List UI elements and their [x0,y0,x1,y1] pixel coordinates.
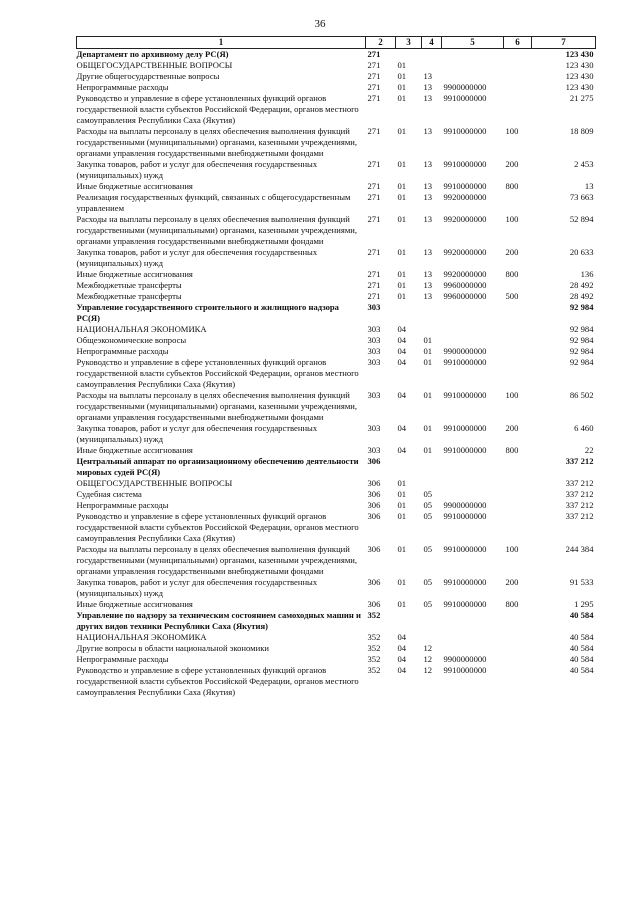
row-expense-type: 100 [505,126,519,136]
row-section: 01 [397,60,407,70]
row-section: 01 [397,192,407,202]
row-target-article: 9910000000 [443,665,487,675]
row-admin-code: 352 [367,654,381,664]
row-target-article: 9960000000 [443,280,487,290]
row-admin-code: 303 [367,302,381,312]
row-expense-type: 800 [505,445,519,455]
table-row [77,665,596,698]
row-admin-code: 271 [367,280,381,290]
row-section: 01 [397,280,407,290]
row-amount: 337 212 [565,456,594,466]
row-admin-code: 306 [367,511,381,521]
row-section: 01 [397,247,407,257]
row-section: 04 [397,423,407,433]
row-target-article: 9900000000 [443,82,487,92]
row-admin-code: 306 [367,577,381,587]
row-name: Руководство и управление в сфере установленных функций органов государственной власти субъектов Российской Федерации, органов местного самоуправления Республики Саха (Якутия) [76,665,359,697]
row-name: Другие общегосударственные вопросы [76,71,220,81]
row-amount: 337 212 [565,478,594,488]
row-section: 01 [397,478,407,488]
row-expense-type: 200 [505,423,519,433]
row-section [396,302,422,324]
row-target-article: 9910000000 [443,357,487,367]
row-target-article: 9900000000 [443,654,487,664]
row-target-article: 9910000000 [443,159,487,169]
row-expense-type: 500 [505,291,519,301]
row-expense-type [504,346,532,357]
row-target-article: 9960000000 [443,291,487,301]
row-subsection [422,60,442,71]
row-section: 01 [397,500,407,510]
row-expense-type [504,49,532,61]
table-row [77,269,596,280]
row-section: 01 [397,577,407,587]
row-expense-type [504,665,532,698]
header-col-5: 5 [442,37,504,49]
row-subsection [422,49,442,61]
row-subsection: 12 [423,643,433,653]
row-target-article [442,643,504,654]
row-amount: 28 492 [569,280,594,290]
row-subsection: 13 [423,159,433,169]
row-section: 04 [397,654,407,664]
row-subsection [422,324,442,335]
row-subsection: 13 [423,269,433,279]
row-name: Расходы на выплаты персоналу в целях обеспечения выполнения функций государственными (муниципальными) органами, казенными учреждениями, органами управления государственными внебюджетными фондами [76,544,358,576]
header-col-3: 3 [396,37,422,49]
row-amount: 136 [580,269,594,279]
row-expense-type [504,456,532,478]
row-target-article: 9910000000 [443,181,487,191]
row-admin-code: 271 [367,192,381,202]
row-amount: 123 430 [565,71,594,81]
table-row [77,456,596,478]
row-admin-code: 271 [367,247,381,257]
row-subsection [422,456,442,478]
row-amount: 20 633 [569,247,594,257]
row-admin-code: 303 [367,324,381,334]
row-name: Центральный аппарат по организационному обеспечению деятельности мировых судей РС(Я) [76,456,359,477]
row-expense-type [504,654,532,665]
table-row [77,324,596,335]
row-admin-code: 271 [367,291,381,301]
row-subsection: 05 [423,544,433,554]
row-name: Иные бюджетные ассигнования [76,181,193,191]
row-target-article: 9910000000 [443,577,487,587]
row-expense-type: 800 [505,269,519,279]
row-expense-type [504,82,532,93]
row-name: Общеэкономические вопросы [76,335,187,345]
row-admin-code: 306 [367,500,381,510]
row-subsection: 13 [423,181,433,191]
row-subsection: 01 [423,423,433,433]
row-name: Непрограммные расходы [76,500,169,510]
table-row [77,247,596,269]
row-target-article [442,324,504,335]
row-expense-type [504,357,532,390]
row-name: Управление по надзору за техническим состоянием самоходных машин и других видов техники Республики Саха (Якутия) [76,610,361,631]
row-expense-type: 200 [505,247,519,257]
row-target-article: 9920000000 [443,192,487,202]
row-admin-code: 271 [367,49,381,59]
row-subsection: 12 [423,654,433,664]
row-target-article: 9910000000 [443,423,487,433]
row-subsection: 13 [423,93,433,103]
row-amount: 40 584 [569,610,594,620]
row-section: 01 [397,126,407,136]
row-name: Управление государственного строительного и жилищного надзора РС(Я) [76,302,339,323]
row-subsection [422,478,442,489]
row-admin-code: 303 [367,390,381,400]
header-col-6: 6 [504,37,532,49]
row-subsection: 05 [423,599,433,609]
row-admin-code: 271 [367,181,381,191]
row-admin-code: 306 [367,599,381,609]
row-subsection: 13 [423,126,433,136]
row-subsection: 13 [423,247,433,257]
table-row [77,82,596,93]
row-subsection: 13 [423,82,433,92]
row-expense-type [504,632,532,643]
row-amount: 40 584 [569,632,594,642]
header-col-2: 2 [366,37,396,49]
row-amount: 40 584 [569,643,594,653]
table-row [77,346,596,357]
row-amount: 91 533 [569,577,594,587]
row-subsection: 01 [423,357,433,367]
row-expense-type [504,478,532,489]
row-name: Закупка товаров, работ и услуг для обеспечения государственных (муниципальных) нужд [76,423,318,444]
row-subsection [422,632,442,643]
row-name: Закупка товаров, работ и услуг для обеспечения государственных (муниципальных) нужд [76,159,318,180]
table-row [77,93,596,126]
row-section: 04 [397,632,407,642]
row-section [396,49,422,61]
row-subsection: 05 [423,489,433,499]
row-name: Непрограммные расходы [76,82,169,92]
row-target-article [442,610,504,632]
row-expense-type [504,60,532,71]
table-row [77,423,596,445]
row-admin-code: 303 [367,335,381,345]
row-name: Департамент по архивному делу РС(Я) [76,49,229,59]
row-target-article: 9920000000 [443,247,487,257]
row-expense-type [504,280,532,291]
row-admin-code: 271 [367,269,381,279]
budget-table [76,36,596,698]
row-amount: 86 502 [569,390,594,400]
row-name: Расходы на выплаты персоналу в целях обеспечения выполнения функций государственными (муниципальными) органами, казенными учреждениями, органами управления государственными внебюджетными фондами [76,390,358,422]
row-name: Реализация государственных функций, связанных с общегосударственным управлением [76,192,351,213]
row-target-article: 9910000000 [443,544,487,554]
row-section: 04 [397,357,407,367]
table-row [77,478,596,489]
table-row [77,599,596,610]
row-subsection: 01 [423,335,433,345]
row-section: 01 [397,214,407,224]
row-section: 01 [397,544,407,554]
table-body [77,49,596,699]
row-name: Непрограммные расходы [76,346,169,356]
row-section: 04 [397,335,407,345]
table-row [77,489,596,500]
row-name: Руководство и управление в сфере установленных функций органов государственной власти субъектов Российской Федерации, органов местного самоуправления Республики Саха (Якутия) [76,93,359,125]
row-expense-type [504,643,532,654]
row-expense-type: 100 [505,390,519,400]
row-admin-code: 303 [367,346,381,356]
row-name: Закупка товаров, работ и услуг для обеспечения государственных (муниципальных) нужд [76,247,318,268]
row-expense-type: 800 [505,181,519,191]
row-expense-type: 800 [505,599,519,609]
row-amount: 21 275 [569,93,594,103]
row-subsection: 01 [423,390,433,400]
row-target-article: 9910000000 [443,93,487,103]
row-amount: 92 984 [569,324,594,334]
row-expense-type: 200 [505,159,519,169]
row-name: ОБЩЕГОСУДАРСТВЕННЫЕ ВОПРОСЫ [76,478,233,488]
row-subsection: 05 [423,500,433,510]
table-row [77,159,596,181]
table-row [77,181,596,192]
row-admin-code: 352 [367,643,381,653]
row-amount: 92 984 [569,335,594,345]
row-amount: 337 212 [565,511,594,521]
table-row [77,126,596,159]
row-admin-code: 306 [367,456,381,466]
row-section: 01 [397,489,407,499]
row-target-article [442,49,504,61]
row-amount: 337 212 [565,500,594,510]
row-target-article: 9910000000 [443,511,487,521]
row-section: 04 [397,324,407,334]
row-section: 01 [397,511,407,521]
row-admin-code: 352 [367,632,381,642]
row-subsection [422,610,442,632]
row-target-article: 9900000000 [443,346,487,356]
row-section: 04 [397,643,407,653]
row-admin-code: 271 [367,93,381,103]
table-row [77,335,596,346]
row-expense-type [504,93,532,126]
row-name: НАЦИОНАЛЬНАЯ ЭКОНОМИКА [76,324,207,334]
row-amount: 40 584 [569,665,594,675]
table-row [77,643,596,654]
page-number: 36 [314,18,326,30]
row-amount: 13 [584,181,594,191]
row-admin-code: 271 [367,159,381,169]
row-name: Межбюджетные трансферты [76,280,182,290]
row-subsection: 13 [423,291,433,301]
row-admin-code: 306 [367,544,381,554]
table-row [77,71,596,82]
row-admin-code: 352 [367,665,381,675]
row-amount: 244 384 [565,544,594,554]
row-subsection: 13 [423,192,433,202]
row-admin-code: 271 [367,214,381,224]
row-target-article: 9910000000 [443,599,487,609]
row-name: Руководство и управление в сфере установленных функций органов государственной власти субъектов Российской Федерации, органов местного самоуправления Республики Саха (Якутия) [76,357,359,389]
row-section [396,456,422,478]
row-name: Руководство и управление в сфере установленных функций органов государственной власти субъектов Российской Федерации, органов местного самоуправления Республики Саха (Якутия) [76,511,359,543]
row-expense-type [504,500,532,511]
row-amount: 28 492 [569,291,594,301]
row-admin-code: 271 [367,60,381,70]
table-row [77,500,596,511]
row-admin-code: 271 [367,126,381,136]
row-admin-code: 271 [367,82,381,92]
row-amount: 52 894 [569,214,594,224]
row-amount: 92 984 [569,302,594,312]
row-name: НАЦИОНАЛЬНАЯ ЭКОНОМИКА [76,632,207,642]
row-admin-code: 352 [367,610,381,620]
table-row [77,610,596,632]
row-subsection: 13 [423,214,433,224]
row-section: 01 [397,291,407,301]
row-name: Расходы на выплаты персоналу в целях обеспечения выполнения функций государственными (муниципальными) органами, казенными учреждениями, органами управления государственными внебюджетными фондами [76,214,358,246]
row-target-article: 9910000000 [443,445,487,455]
table-row [77,632,596,643]
header-col-4: 4 [422,37,442,49]
row-expense-type [504,335,532,346]
row-admin-code: 303 [367,423,381,433]
table-header-row [77,37,596,49]
row-target-article [442,489,504,500]
row-amount: 92 984 [569,357,594,367]
row-target-article [442,335,504,346]
row-target-article [442,60,504,71]
row-name: ОБЩЕГОСУДАРСТВЕННЫЕ ВОПРОСЫ [76,60,233,70]
row-section: 04 [397,665,407,675]
row-amount: 92 984 [569,346,594,356]
row-section: 01 [397,269,407,279]
row-admin-code: 306 [367,478,381,488]
row-target-article: 9920000000 [443,269,487,279]
row-section: 01 [397,181,407,191]
row-expense-type [504,192,532,214]
row-amount: 6 460 [574,423,594,433]
row-name: Судебная система [76,489,142,499]
table-row [77,654,596,665]
table-row [77,577,596,599]
row-target-article: 9900000000 [443,500,487,510]
table-row [77,49,596,61]
row-amount: 123 430 [565,60,594,70]
row-target-article: 9920000000 [443,214,487,224]
row-name: Непрограммные расходы [76,654,169,664]
row-expense-type: 100 [505,544,519,554]
row-name: Закупка товаров, работ и услуг для обеспечения государственных (муниципальных) нужд [76,577,318,598]
row-expense-type: 200 [505,577,519,587]
row-subsection: 05 [423,511,433,521]
row-subsection: 13 [423,280,433,290]
row-name: Иные бюджетные ассигнования [76,599,193,609]
row-expense-type [504,71,532,82]
table-row [77,214,596,247]
row-section: 04 [397,346,407,356]
row-amount: 18 809 [569,126,594,136]
row-section: 01 [397,599,407,609]
row-admin-code: 303 [367,357,381,367]
row-amount: 337 212 [565,489,594,499]
table-row [77,280,596,291]
row-expense-type [504,610,532,632]
row-section: 04 [397,445,407,455]
row-name: Другие вопросы в области национальной экономики [76,643,269,653]
row-section: 04 [397,390,407,400]
table-row [77,445,596,456]
row-subsection [422,302,442,324]
row-target-article [442,456,504,478]
row-name: Межбюджетные трансферты [76,291,182,301]
row-amount: 123 430 [565,49,594,59]
row-subsection: 01 [423,445,433,455]
row-amount: 73 663 [569,192,594,202]
table-row [77,511,596,544]
table-row [77,302,596,324]
row-target-article [442,632,504,643]
row-section: 01 [397,82,407,92]
row-target-article: 9910000000 [443,390,487,400]
table-row [77,357,596,390]
row-section [396,610,422,632]
row-target-article [442,302,504,324]
row-target-article: 9910000000 [443,126,487,136]
table-row [77,544,596,577]
row-amount: 1 295 [574,599,594,609]
row-name: Расходы на выплаты персоналу в целях обеспечения выполнения функций государственными (муниципальными) органами, казенными учреждениями, органами управления государственными внебюджетными фондами [76,126,358,158]
row-amount: 40 584 [569,654,594,664]
row-subsection: 05 [423,577,433,587]
row-subsection: 13 [423,71,433,81]
row-name: Иные бюджетные ассигнования [76,269,193,279]
table-row [77,60,596,71]
row-target-article [442,478,504,489]
row-amount: 22 [584,445,594,455]
row-amount: 123 430 [565,82,594,92]
table-row [77,291,596,302]
row-admin-code: 306 [367,489,381,499]
row-amount: 2 453 [574,159,594,169]
header-col-7: 7 [532,37,596,49]
row-subsection: 12 [423,665,433,675]
row-section: 01 [397,93,407,103]
row-section: 01 [397,159,407,169]
header-col-1: 1 [77,37,366,49]
row-target-article [442,71,504,82]
row-expense-type [504,324,532,335]
table-row [77,192,596,214]
row-name: Иные бюджетные ассигнования [76,445,193,455]
row-admin-code: 271 [367,71,381,81]
row-expense-type [504,489,532,500]
table-row [77,390,596,423]
row-subsection: 01 [423,346,433,356]
row-expense-type [504,302,532,324]
row-expense-type: 100 [505,214,519,224]
row-section: 01 [397,71,407,81]
row-admin-code: 303 [367,445,381,455]
row-expense-type [504,511,532,544]
